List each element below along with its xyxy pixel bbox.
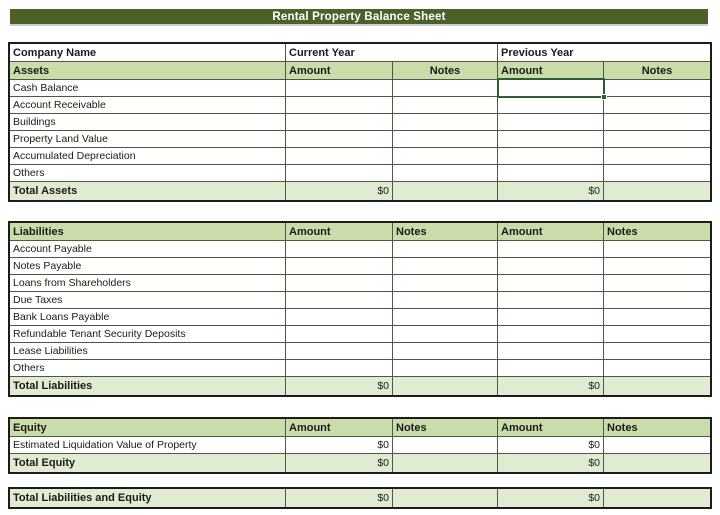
notes-cell[interactable] xyxy=(393,454,498,472)
amount-cell[interactable] xyxy=(498,114,604,131)
amount-cell[interactable] xyxy=(498,360,604,377)
grand-total-row xyxy=(10,489,710,507)
equity-table xyxy=(8,417,712,474)
notes-cell[interactable] xyxy=(604,241,710,258)
table-row xyxy=(10,258,710,275)
title-banner: Rental Property Balance Sheet xyxy=(10,9,708,26)
amount-cell[interactable] xyxy=(498,326,604,343)
total-assets-row xyxy=(10,182,710,200)
row-label[interactable]: Property Land Value xyxy=(10,131,286,148)
section-header-liabilities[interactable]: Liabilities xyxy=(10,223,286,241)
notes-cell[interactable] xyxy=(393,131,498,148)
col-header-notes-current[interactable]: Notes xyxy=(393,62,498,80)
total-liabilities-row xyxy=(10,377,710,395)
row-label[interactable]: Notes Payable xyxy=(10,258,286,275)
notes-cell[interactable] xyxy=(393,377,498,395)
section-header-equity[interactable]: Equity xyxy=(10,419,286,437)
amount-cell[interactable]: $0 xyxy=(286,437,393,454)
col-header-amount-previous[interactable]: Amount xyxy=(498,62,604,80)
table-row xyxy=(10,241,710,258)
col-header-notes-current[interactable]: Notes xyxy=(393,223,498,241)
notes-cell[interactable] xyxy=(604,182,710,200)
notes-cell[interactable] xyxy=(604,489,710,507)
notes-cell[interactable] xyxy=(604,377,710,395)
col-header-amount-current[interactable]: Amount xyxy=(286,62,393,80)
amount-cell[interactable] xyxy=(498,165,604,182)
amount-cell[interactable] xyxy=(498,292,604,309)
notes-cell[interactable] xyxy=(604,258,710,275)
amount-cell[interactable] xyxy=(498,241,604,258)
amount-cell[interactable] xyxy=(498,343,604,360)
notes-cell[interactable] xyxy=(393,437,498,454)
notes-cell[interactable] xyxy=(393,489,498,507)
notes-cell[interactable] xyxy=(604,97,710,114)
notes-cell[interactable] xyxy=(604,114,710,131)
notes-cell[interactable] xyxy=(393,148,498,165)
notes-cell[interactable] xyxy=(604,148,710,165)
row-label[interactable]: Buildings xyxy=(10,114,286,131)
current-year-header-cell[interactable]: Current Year xyxy=(286,44,498,62)
col-header-notes-current[interactable]: Notes xyxy=(393,419,498,437)
grand-total-table xyxy=(8,487,712,509)
notes-cell[interactable] xyxy=(393,165,498,182)
col-header-notes-previous[interactable]: Notes xyxy=(604,419,710,437)
notes-cell[interactable] xyxy=(604,131,710,148)
notes-cell[interactable] xyxy=(604,165,710,182)
total-amount-current[interactable]: $0 xyxy=(286,454,393,472)
total-amount-previous[interactable]: $0 xyxy=(498,377,604,395)
total-label[interactable]: Total Assets xyxy=(10,182,286,200)
amount-cell[interactable] xyxy=(498,148,604,165)
table-row xyxy=(10,326,710,343)
table-row xyxy=(10,360,710,377)
table-row xyxy=(10,292,710,309)
table-row xyxy=(10,165,710,182)
amount-cell[interactable] xyxy=(286,343,393,360)
table-row xyxy=(10,131,710,148)
row-label[interactable]: Bank Loans Payable xyxy=(10,309,286,326)
table-row xyxy=(10,275,710,292)
section-header-assets[interactable]: Assets xyxy=(10,62,286,80)
notes-cell[interactable] xyxy=(393,275,498,292)
total-amount-previous[interactable]: $0 xyxy=(498,454,604,472)
amount-cell[interactable] xyxy=(286,148,393,165)
col-header-notes-previous[interactable]: Notes xyxy=(604,62,710,80)
table-row xyxy=(10,437,710,454)
selected-cell[interactable] xyxy=(497,78,605,98)
col-header-amount-previous[interactable]: Amount xyxy=(498,419,604,437)
amount-cell[interactable] xyxy=(286,131,393,148)
row-label[interactable]: Lease Liabilities xyxy=(10,343,286,360)
assets-column-header-row xyxy=(10,62,710,80)
row-label[interactable]: Loans from Shareholders xyxy=(10,275,286,292)
notes-cell[interactable] xyxy=(604,80,710,97)
notes-cell[interactable] xyxy=(393,309,498,326)
notes-cell[interactable] xyxy=(393,182,498,200)
amount-cell[interactable] xyxy=(498,258,604,275)
col-header-amount-previous[interactable]: Amount xyxy=(498,223,604,241)
table-row xyxy=(10,343,710,360)
amount-cell[interactable] xyxy=(286,97,393,114)
total-amount-previous[interactable]: $0 xyxy=(498,182,604,200)
col-header-amount-current[interactable]: Amount xyxy=(286,419,393,437)
row-label[interactable]: Others xyxy=(10,360,286,377)
liabilities-table xyxy=(8,221,712,397)
fill-handle[interactable] xyxy=(601,94,607,100)
table-row xyxy=(10,114,710,131)
notes-cell[interactable] xyxy=(393,343,498,360)
amount-cell[interactable] xyxy=(286,80,393,97)
total-equity-row xyxy=(10,454,710,472)
row-label[interactable]: Due Taxes xyxy=(10,292,286,309)
notes-cell[interactable] xyxy=(393,360,498,377)
col-header-notes-previous[interactable]: Notes xyxy=(604,223,710,241)
equity-column-header-row xyxy=(10,419,710,437)
notes-cell[interactable] xyxy=(393,80,498,97)
notes-cell[interactable] xyxy=(393,114,498,131)
row-label[interactable]: Accumulated Depreciation xyxy=(10,148,286,165)
total-label[interactable]: Total Liabilities xyxy=(10,377,286,395)
notes-cell[interactable] xyxy=(604,437,710,454)
row-label[interactable]: Account Payable xyxy=(10,241,286,258)
total-label[interactable]: Total Equity xyxy=(10,454,286,472)
amount-cell[interactable] xyxy=(286,114,393,131)
notes-cell[interactable] xyxy=(393,326,498,343)
notes-cell[interactable] xyxy=(393,241,498,258)
amount-cell[interactable] xyxy=(286,360,393,377)
amount-cell[interactable] xyxy=(498,97,604,114)
notes-cell[interactable] xyxy=(604,309,710,326)
amount-cell[interactable] xyxy=(498,131,604,148)
notes-cell[interactable] xyxy=(604,292,710,309)
amount-cell[interactable] xyxy=(498,309,604,326)
amount-cell[interactable] xyxy=(286,309,393,326)
notes-cell[interactable] xyxy=(393,258,498,275)
liabilities-column-header-row xyxy=(10,223,710,241)
amount-cell[interactable] xyxy=(286,241,393,258)
table-row xyxy=(10,148,710,165)
notes-cell[interactable] xyxy=(604,275,710,292)
total-label[interactable]: Total Liabilities and Equity xyxy=(10,489,286,507)
row-label[interactable]: Estimated Liquidation Value of Property xyxy=(10,437,286,454)
col-header-amount-current[interactable]: Amount xyxy=(286,223,393,241)
amount-cell[interactable] xyxy=(286,258,393,275)
total-amount-current[interactable]: $0 xyxy=(286,489,393,507)
notes-cell[interactable] xyxy=(604,454,710,472)
amount-cell[interactable] xyxy=(286,275,393,292)
amount-cell[interactable] xyxy=(286,292,393,309)
row-label[interactable]: Refundable Tenant Security Deposits xyxy=(10,326,286,343)
table-row xyxy=(10,309,710,326)
row-label[interactable]: Others xyxy=(10,165,286,182)
total-amount-current[interactable]: $0 xyxy=(286,377,393,395)
notes-cell[interactable] xyxy=(604,326,710,343)
amount-cell[interactable]: $0 xyxy=(498,437,604,454)
total-amount-current[interactable]: $0 xyxy=(286,182,393,200)
notes-cell[interactable] xyxy=(604,360,710,377)
notes-cell[interactable] xyxy=(604,343,710,360)
assets-table xyxy=(8,42,712,202)
year-header-row xyxy=(10,44,710,62)
amount-cell[interactable] xyxy=(286,326,393,343)
row-label[interactable]: Cash Balance xyxy=(10,80,286,97)
company-name-cell[interactable]: Company Name xyxy=(10,44,286,62)
row-label[interactable]: Account Receivable xyxy=(10,97,286,114)
amount-cell[interactable] xyxy=(498,275,604,292)
amount-cell[interactable] xyxy=(286,165,393,182)
total-amount-previous[interactable]: $0 xyxy=(498,489,604,507)
notes-cell[interactable] xyxy=(393,97,498,114)
previous-year-header-cell[interactable]: Previous Year xyxy=(498,44,710,62)
notes-cell[interactable] xyxy=(393,292,498,309)
